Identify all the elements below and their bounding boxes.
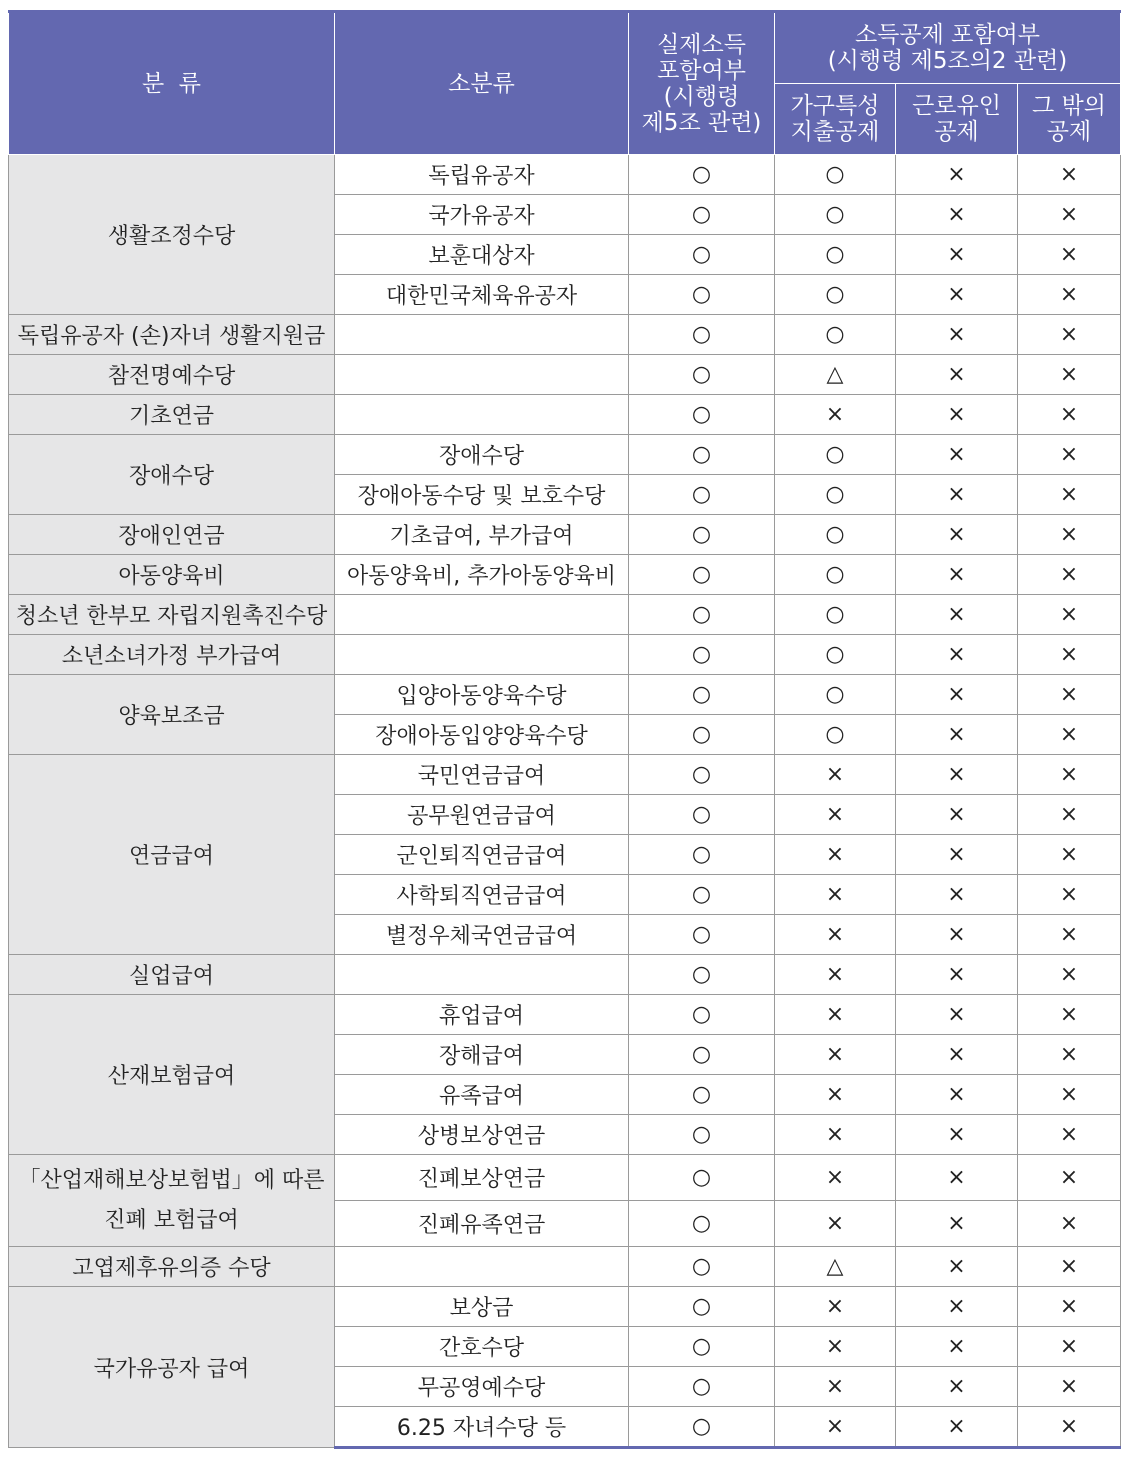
work-mark: × <box>896 1367 1018 1407</box>
work-mark: × <box>896 435 1018 475</box>
work-mark: × <box>896 235 1018 275</box>
category-cell: 생활조정수당 <box>9 155 335 315</box>
household-mark: ○ <box>775 435 896 475</box>
table-row <box>9 355 1121 395</box>
table-row <box>9 555 1121 595</box>
work-mark: × <box>896 195 1018 235</box>
work-mark: × <box>896 675 1018 715</box>
subcategory-cell: 유족급여 <box>335 1075 629 1115</box>
actual-income-mark: ○ <box>629 595 775 635</box>
household-mark: × <box>775 915 896 955</box>
work-mark: × <box>896 875 1018 915</box>
subcategory-cell: 장애아동수당 및 보호수당 <box>335 475 629 515</box>
work-mark: × <box>896 515 1018 555</box>
table-row <box>9 995 1121 1035</box>
other-mark: × <box>1018 755 1121 795</box>
other-mark: × <box>1018 915 1121 955</box>
work-mark: × <box>896 835 1018 875</box>
work-mark: × <box>896 1247 1018 1287</box>
actual-income-mark: ○ <box>629 995 775 1035</box>
work-mark: × <box>896 1407 1018 1448</box>
household-mark: △ <box>775 1247 896 1287</box>
benefits-table <box>8 10 1121 1449</box>
other-mark: × <box>1018 835 1121 875</box>
work-mark: × <box>896 275 1018 315</box>
work-mark: × <box>896 1287 1018 1327</box>
work-mark: × <box>896 1327 1018 1367</box>
other-mark: × <box>1018 1287 1121 1327</box>
other-mark: × <box>1018 1247 1121 1287</box>
other-mark: × <box>1018 155 1121 195</box>
household-mark: ○ <box>775 715 896 755</box>
subcategory-cell: 입양아동양육수당 <box>335 675 629 715</box>
subcategory-cell: 대한민국체육유공자 <box>335 275 629 315</box>
subcategory-cell: 국가유공자 <box>335 195 629 235</box>
work-mark: × <box>896 595 1018 635</box>
category-cell: 소년소녀가정 부가급여 <box>9 635 335 675</box>
household-mark: ○ <box>775 275 896 315</box>
household-mark: × <box>775 1287 896 1327</box>
actual-income-mark: ○ <box>629 635 775 675</box>
category-cell: 기초연금 <box>9 395 335 435</box>
category-cell: 연금급여 <box>9 755 335 955</box>
household-mark: × <box>775 395 896 435</box>
other-mark: × <box>1018 275 1121 315</box>
other-mark: × <box>1018 1155 1121 1201</box>
household-mark: ○ <box>775 675 896 715</box>
table-body <box>9 155 1121 1448</box>
actual-income-mark: ○ <box>629 235 775 275</box>
other-mark: × <box>1018 435 1121 475</box>
other-mark: × <box>1018 955 1121 995</box>
header-work: 근로유인 공제 <box>896 84 1018 155</box>
category-cell: 장애인연금 <box>9 515 335 555</box>
other-mark: × <box>1018 995 1121 1035</box>
work-mark: × <box>896 1201 1018 1247</box>
household-mark: ○ <box>775 235 896 275</box>
header-other: 그 밖의 공제 <box>1018 84 1121 155</box>
other-mark: × <box>1018 595 1121 635</box>
work-mark: × <box>896 315 1018 355</box>
subcategory-cell <box>335 1247 629 1287</box>
actual-income-mark: ○ <box>629 1287 775 1327</box>
header-category: 분 류 <box>9 12 335 155</box>
actual-income-mark: ○ <box>629 475 775 515</box>
category-cell: 장애수당 <box>9 435 335 515</box>
subcategory-cell: 6.25 자녀수당 등 <box>335 1407 629 1448</box>
category-cell: 실업급여 <box>9 955 335 995</box>
other-mark: × <box>1018 515 1121 555</box>
actual-income-mark: ○ <box>629 795 775 835</box>
actual-income-mark: ○ <box>629 1155 775 1201</box>
other-mark: × <box>1018 395 1121 435</box>
household-mark: × <box>775 875 896 915</box>
subcategory-cell: 진폐유족연금 <box>335 1201 629 1247</box>
household-mark: × <box>775 1075 896 1115</box>
subcategory-cell: 국민연금급여 <box>335 755 629 795</box>
category-cell: 국가유공자 급여 <box>9 1287 335 1448</box>
subcategory-cell <box>335 355 629 395</box>
table-row <box>9 1287 1121 1327</box>
subcategory-cell <box>335 955 629 995</box>
household-mark: ○ <box>775 515 896 555</box>
header-actual-income: 실제소득 포함여부 (시행령 제5조 관련) <box>629 12 775 155</box>
actual-income-mark: ○ <box>629 675 775 715</box>
household-mark: × <box>775 835 896 875</box>
category-cell: 참전명예수당 <box>9 355 335 395</box>
subcategory-cell: 간호수당 <box>335 1327 629 1367</box>
actual-income-mark: ○ <box>629 1201 775 1247</box>
household-mark: × <box>775 1367 896 1407</box>
household-mark: × <box>775 955 896 995</box>
table-row <box>9 155 1121 195</box>
category-cell: 산재보험급여 <box>9 995 335 1155</box>
table-row <box>9 1247 1121 1287</box>
actual-income-mark: ○ <box>629 1035 775 1075</box>
table-row <box>9 435 1121 475</box>
work-mark: × <box>896 1075 1018 1115</box>
table-row <box>9 675 1121 715</box>
subcategory-cell <box>335 315 629 355</box>
household-mark: ○ <box>775 155 896 195</box>
other-mark: × <box>1018 1327 1121 1367</box>
other-mark: × <box>1018 1115 1121 1155</box>
other-mark: × <box>1018 1035 1121 1075</box>
household-mark: × <box>775 1327 896 1367</box>
other-mark: × <box>1018 795 1121 835</box>
subcategory-cell <box>335 395 629 435</box>
other-mark: × <box>1018 555 1121 595</box>
table-row <box>9 315 1121 355</box>
subcategory-cell: 공무원연금급여 <box>335 795 629 835</box>
other-mark: × <box>1018 675 1121 715</box>
table-row <box>9 1155 1121 1201</box>
subcategory-cell: 아동양육비, 추가아동양육비 <box>335 555 629 595</box>
actual-income-mark: ○ <box>629 835 775 875</box>
subcategory-cell <box>335 635 629 675</box>
actual-income-mark: ○ <box>629 915 775 955</box>
actual-income-mark: ○ <box>629 355 775 395</box>
category-line: 「산업재해보상보험법」에 따른 <box>18 1167 325 1193</box>
actual-income-mark: ○ <box>629 1367 775 1407</box>
household-mark: × <box>775 995 896 1035</box>
other-mark: × <box>1018 1407 1121 1448</box>
other-mark: × <box>1018 1201 1121 1247</box>
subcategory-cell: 독립유공자 <box>335 155 629 195</box>
subcategory-cell: 기초급여, 부가급여 <box>335 515 629 555</box>
household-mark: ○ <box>775 315 896 355</box>
actual-income-mark: ○ <box>629 155 775 195</box>
work-mark: × <box>896 1035 1018 1075</box>
other-mark: × <box>1018 475 1121 515</box>
subcategory-cell: 사학퇴직연금급여 <box>335 875 629 915</box>
other-mark: × <box>1018 1367 1121 1407</box>
actual-income-mark: ○ <box>629 1247 775 1287</box>
work-mark: × <box>896 355 1018 395</box>
actual-income-mark: ○ <box>629 555 775 595</box>
actual-income-mark: ○ <box>629 755 775 795</box>
actual-income-mark: ○ <box>629 195 775 235</box>
household-mark: × <box>775 1115 896 1155</box>
other-mark: × <box>1018 195 1121 235</box>
category-cell: 청소년 한부모 자립지원촉진수당 <box>9 595 335 635</box>
household-mark: × <box>775 1407 896 1448</box>
actual-income-mark: ○ <box>629 1327 775 1367</box>
household-mark: ○ <box>775 195 896 235</box>
household-mark: ○ <box>775 475 896 515</box>
subcategory-cell: 보상금 <box>335 1287 629 1327</box>
actual-income-mark: ○ <box>629 435 775 475</box>
work-mark: × <box>896 915 1018 955</box>
household-mark: ○ <box>775 555 896 595</box>
actual-income-mark: ○ <box>629 275 775 315</box>
household-mark: × <box>775 1035 896 1075</box>
header-deduction-group: 소득공제 포함여부 (시행령 제5조의2 관련) <box>775 12 1121 84</box>
work-mark: × <box>896 475 1018 515</box>
work-mark: × <box>896 1155 1018 1201</box>
table-row <box>9 755 1121 795</box>
other-mark: × <box>1018 355 1121 395</box>
category-line: 진폐 보험급여 <box>104 1207 239 1233</box>
actual-income-mark: ○ <box>629 715 775 755</box>
subcategory-cell: 무공영예수당 <box>335 1367 629 1407</box>
header-household: 가구특성 지출공제 <box>775 84 896 155</box>
category-cell: 양육보조금 <box>9 675 335 755</box>
work-mark: × <box>896 755 1018 795</box>
actual-income-mark: ○ <box>629 1075 775 1115</box>
other-mark: × <box>1018 875 1121 915</box>
subcategory-cell: 군인퇴직연금급여 <box>335 835 629 875</box>
household-mark: ○ <box>775 595 896 635</box>
household-mark: × <box>775 795 896 835</box>
header-subcategory: 소분류 <box>335 12 629 155</box>
other-mark: × <box>1018 635 1121 675</box>
work-mark: × <box>896 1115 1018 1155</box>
category-cell: 고엽제후유의증 수당 <box>9 1247 335 1287</box>
subcategory-cell <box>335 595 629 635</box>
household-mark: × <box>775 1155 896 1201</box>
work-mark: × <box>896 795 1018 835</box>
other-mark: × <box>1018 1075 1121 1115</box>
actual-income-mark: ○ <box>629 875 775 915</box>
actual-income-mark: ○ <box>629 395 775 435</box>
subcategory-cell: 상병보상연금 <box>335 1115 629 1155</box>
table-row <box>9 635 1121 675</box>
household-mark: × <box>775 1201 896 1247</box>
work-mark: × <box>896 715 1018 755</box>
other-mark: × <box>1018 315 1121 355</box>
subcategory-cell: 장해급여 <box>335 1035 629 1075</box>
work-mark: × <box>896 555 1018 595</box>
work-mark: × <box>896 635 1018 675</box>
actual-income-mark: ○ <box>629 1407 775 1448</box>
subcategory-cell: 보훈대상자 <box>335 235 629 275</box>
category-cell: 아동양육비 <box>9 555 335 595</box>
work-mark: × <box>896 155 1018 195</box>
other-mark: × <box>1018 235 1121 275</box>
actual-income-mark: ○ <box>629 515 775 555</box>
table-row <box>9 955 1121 995</box>
work-mark: × <box>896 955 1018 995</box>
work-mark: × <box>896 395 1018 435</box>
actual-income-mark: ○ <box>629 955 775 995</box>
subcategory-cell: 별정우체국연금급여 <box>335 915 629 955</box>
other-mark: × <box>1018 715 1121 755</box>
category-cell <box>9 1155 335 1247</box>
subcategory-cell: 진폐보상연금 <box>335 1155 629 1201</box>
household-mark: × <box>775 755 896 795</box>
actual-income-mark: ○ <box>629 1115 775 1155</box>
household-mark: △ <box>775 355 896 395</box>
subcategory-cell: 휴업급여 <box>335 995 629 1035</box>
table-row <box>9 395 1121 435</box>
table-row <box>9 515 1121 555</box>
category-cell: 독립유공자 (손)자녀 생활지원금 <box>9 315 335 355</box>
actual-income-mark: ○ <box>629 315 775 355</box>
work-mark: × <box>896 995 1018 1035</box>
subcategory-cell: 장애아동입양양육수당 <box>335 715 629 755</box>
household-mark: ○ <box>775 635 896 675</box>
subcategory-cell: 장애수당 <box>335 435 629 475</box>
table-row <box>9 595 1121 635</box>
